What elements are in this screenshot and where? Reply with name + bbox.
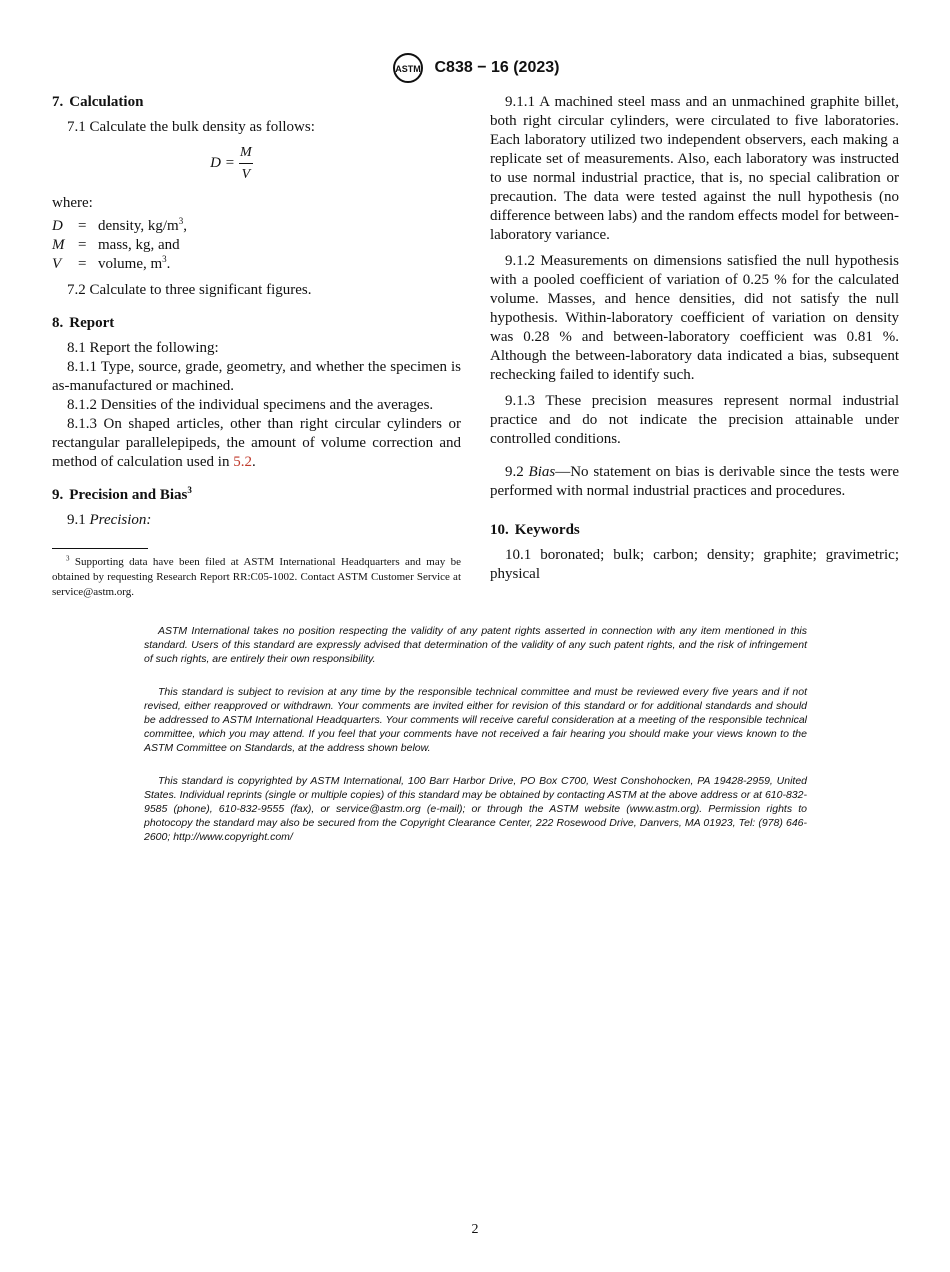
variable-list	[52, 217, 461, 274]
density-equation	[52, 143, 461, 184]
section-7-heading: 7. Calculation	[52, 94, 144, 110]
equation-numerator: M	[240, 145, 252, 160]
para-8-1-3: 8.1.3 On shaped articles, other than right circular cylinders or rectangular parallelepipeds, the amount of volume correction and method of calculation used in 5.2.	[52, 416, 461, 470]
left-column	[52, 93, 461, 600]
para-8-1-2: 8.1.2 Densities of the individual specimens and the averages.	[67, 397, 434, 413]
section-5-2-link[interactable]: 5.2	[233, 454, 252, 470]
logo-text: ASTM	[394, 64, 421, 74]
astm-logo	[391, 52, 425, 84]
para-7-2: 7.2 Calculate to three significant figures.	[67, 282, 312, 298]
page-number: 2	[471, 1222, 479, 1237]
para-9-2: 9.2 Bias—No statement on bias is derivable since the tests were performed with normal industrial practices and procedures.	[490, 464, 900, 499]
para-9-1-2: 9.1.2 Measurements on dimensions satisfied the null hypothesis with a pooled coefficient of variation of 0.25 % for the calculated volume. Masses, and hence densities, did not satisfy the null hypothesis. Within-laboratory coefficient of variation on density was 0.28 % and between-laboratory coefficient was 0.81 %. Although the between-laboratory data indicated a bias, subsequent rechecking failed to identify such.	[490, 253, 899, 383]
section-10-heading: 10. Keywords	[490, 522, 580, 538]
section-9-heading: 9. Precision and Bias$^3$	[52, 485, 192, 503]
footnote-rule	[52, 548, 148, 549]
page-header	[0, 52, 950, 84]
patent-notice: ASTM International takes no position respecting the validity of any patent rights asserted in connection with any item mentioned in this standard. Users of this standard are expressly advised that determination of the validity of any such patent rights, and the risk of infringement of such rights, are entirely their own responsibility.	[144, 625, 807, 665]
para-9-1-1: 9.1.1 A machined steel mass and an unmachined graphite billet, both right circular cylinders, were circulated to five laboratories. Each laboratory utilized two independent observers, each making a replicate set of measurements. Also, each laboratory was instructed to use normal industrial practice, that is, no special calibration or precaution. The data were tested against the null hypothesis (no difference between labs) and the random effects model for between-laboratory variance.	[490, 94, 899, 243]
para-10-1: 10.1 boronated; bulk; carbon; density; graphite; gravimetric; physical	[490, 547, 899, 582]
document-id: C838 − 16 (2023)	[434, 59, 560, 76]
para-8-1-1: 8.1.1 Type, source, grade, geometry, and whether the specimen is as-manufactured or machined.	[52, 359, 461, 394]
footnote-3: $^3$ Supporting data have been filed at ASTM International Headquarters and may be obtained by requesting Research Report RR:C05-1002. Contact ASTM Customer Service at service@astm.org.	[52, 554, 461, 598]
where-label: where:	[52, 195, 93, 211]
variable-row: V = volume, $m^3$.	[52, 254, 171, 272]
equation-denominator: V	[241, 167, 251, 182]
footnote-ref: 3	[187, 485, 192, 495]
para-9-1: 9.1 Precision:	[67, 512, 152, 528]
para-9-1-3: 9.1.3 These precision measures represent normal industrial practice and do not indicate the precision attainable under controlled conditions.	[490, 393, 899, 447]
para-8-1: 8.1 Report the following:	[67, 340, 219, 356]
equation-lhs: D =	[210, 155, 235, 171]
equation-fraction	[239, 143, 253, 184]
revision-notice: This standard is subject to revision at any time by the responsible technical committee and must be reviewed every five years and if not revised, either reapproved or withdrawn. Your comments are invited either for revision of this standard or for additional standards and should be addressed to ASTM International Headquarters. Your comments will receive careful consideration at a meeting of the responsible technical committee, which you may attend. If you feel that your comments have not received a fair hearing you should make your views known to the ASTM Committee on Standards, at the address shown below.	[144, 686, 807, 754]
variable-row: D = density, $kg/m^3$,	[52, 216, 187, 234]
section-8-heading: 8. Report	[52, 315, 115, 331]
variable-row: M = mass, kg, and	[52, 237, 180, 253]
right-column	[490, 93, 899, 584]
para-7-1: 7.1 Calculate the bulk density as follows:	[67, 119, 315, 135]
copyright-notice: This standard is copyrighted by ASTM International, 100 Barr Harbor Drive, PO Box C700, West Conshohocken, PA 19428-2959, United States. Individual reprints (single or multiple copies) of this standard may be obtained by contacting ASTM at the above address or at 610-832-9585 (phone), 610-832-9555 (fax), or service@astm.org (e-mail); or through the ASTM website (www.astm.org). Permission rights to photocopy the standard may also be secured from the Copyright Clearance Center, 222 Rosewood Drive, Danvers, MA 01923, Tel: (978) 646-2600; http://www.copyright.com/	[144, 775, 807, 843]
